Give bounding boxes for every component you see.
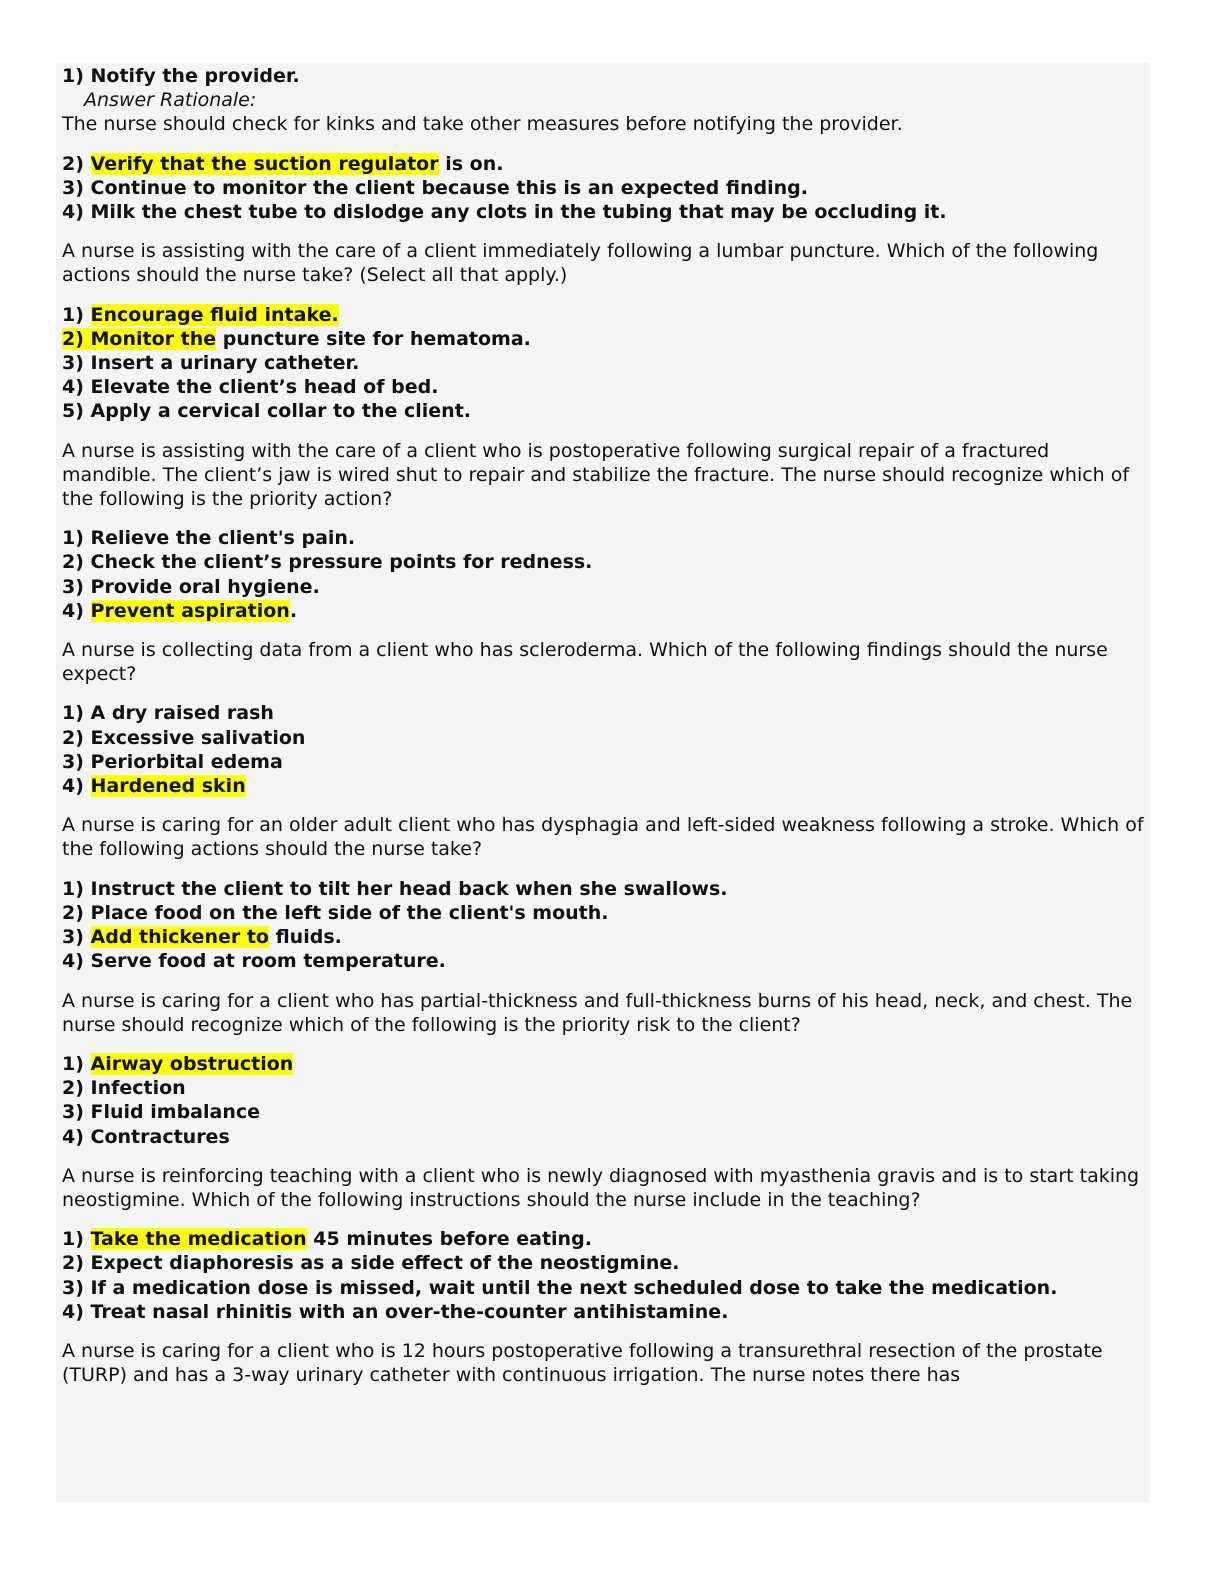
answer-option bbox=[62, 1251, 1148, 1275]
option-text: . bbox=[289, 599, 298, 622]
option-text: 3) Provide oral hygiene. bbox=[62, 575, 320, 598]
option-text: is on. bbox=[438, 152, 504, 175]
option-text: 1) Relieve the client's pain. bbox=[62, 527, 356, 550]
answer-option bbox=[62, 949, 1148, 973]
answer-option bbox=[62, 701, 1148, 725]
option-text: 3) If a medication dose is missed, wait until the next scheduled dose to take the medication. bbox=[62, 1276, 1058, 1299]
paragraph-gap bbox=[62, 1324, 1148, 1339]
answer-option bbox=[62, 1076, 1148, 1100]
highlighted-answer-text: Airway obstruction bbox=[90, 1052, 294, 1075]
document-content bbox=[62, 64, 1148, 1387]
highlighted-answer-text: Hardened skin bbox=[90, 775, 246, 798]
option-text: 1) Notify the provider. bbox=[62, 65, 300, 87]
answer-option bbox=[62, 575, 1148, 599]
highlighted-answer-text: Encourage fluid intake. bbox=[90, 303, 339, 326]
paragraph-gap bbox=[62, 1212, 1148, 1227]
option-text: 3) Fluid imbalance bbox=[62, 1101, 261, 1124]
option-text: fluids. bbox=[268, 926, 342, 949]
paragraph-gap bbox=[62, 686, 1148, 701]
question-stem: A nurse is reinforcing teaching with a client who is newly diagnosed with myasthenia gravis and is to start taking neostigmine. Which of the following instructions should the nurse include in the teaching? bbox=[62, 1164, 1140, 1211]
paragraph-gap bbox=[62, 511, 1148, 526]
option-text: 3) Insert a urinary catheter. bbox=[62, 352, 360, 375]
paragraph-gap bbox=[62, 1149, 1148, 1164]
option-text: 2) bbox=[62, 152, 91, 175]
option-text: 4) Treat nasal rhinitis with an over-the-counter antihistamine. bbox=[62, 1300, 729, 1323]
paragraph-gap bbox=[62, 862, 1148, 877]
highlighted-answer-text: Add thickener to bbox=[90, 926, 269, 949]
paragraph-gap bbox=[62, 288, 1148, 303]
option-text: 4) Contractures bbox=[62, 1125, 230, 1148]
answer-option bbox=[62, 1300, 1148, 1324]
question-stem: A nurse is collecting data from a client who has scleroderma. Which of the following findings should the nurse expect? bbox=[62, 639, 1108, 686]
highlighted-answer-text: Prevent aspiration bbox=[90, 599, 290, 622]
answer-option bbox=[62, 152, 1148, 176]
option-text: 1) bbox=[62, 1228, 91, 1251]
highlighted-answer-text: Verify that the suction regulator bbox=[90, 152, 439, 175]
answer-option bbox=[62, 303, 1148, 327]
answer-option bbox=[62, 925, 1148, 949]
answer-option bbox=[62, 901, 1148, 925]
paragraph-gap bbox=[62, 974, 1148, 989]
answer-option bbox=[62, 351, 1148, 375]
option-text: 1) Instruct the client to tilt her head back when she swallows. bbox=[62, 877, 728, 900]
option-text: 1) bbox=[62, 303, 91, 326]
answer-option bbox=[62, 774, 1148, 798]
option-text: 2) Check the client’s pressure points for redness. bbox=[62, 551, 593, 574]
option-text: 5) Apply a cervical collar to the client. bbox=[62, 400, 472, 423]
answer-option bbox=[62, 750, 1148, 774]
question-stem: A nurse is caring for a client who is 12 hours postoperative following a transurethral resection of the prostate (TURP) and has a 3-way urinary catheter with continuous irrigation. The nurse notes there has bbox=[62, 1339, 1103, 1387]
option-text: 2) Expect diaphoresis as a side effect of the neostigmine. bbox=[62, 1252, 680, 1275]
answer-option bbox=[62, 1227, 1148, 1251]
option-text: 1) A dry raised rash bbox=[62, 702, 274, 725]
answer-option bbox=[62, 200, 1148, 224]
highlighted-answer-text: 2) Monitor the bbox=[62, 327, 217, 350]
answer-option bbox=[62, 526, 1148, 550]
option-text: 3) Continue to monitor the client because this is an expected finding. bbox=[62, 176, 808, 199]
answer-option bbox=[62, 375, 1148, 399]
answer-option bbox=[62, 176, 1148, 200]
option-text: 3) Periorbital edema bbox=[62, 750, 283, 773]
answer-option bbox=[62, 1100, 1148, 1124]
paragraph-gap bbox=[62, 424, 1148, 439]
question-stem: A nurse is caring for an older adult client who has dysphagia and left-sided weakness following a stroke. Which of the following actions should the nurse take? bbox=[62, 814, 1144, 861]
answer-rationale-label: Answer Rationale: bbox=[84, 89, 257, 112]
answer-option bbox=[62, 327, 1148, 351]
option-text: 45 minutes before eating. bbox=[306, 1228, 592, 1251]
answer-option bbox=[62, 877, 1148, 901]
option-text: 4) Milk the chest tube to dislodge any clots in the tubing that may be occluding it. bbox=[62, 201, 947, 224]
question-stem: A nurse is caring for a client who has partial-thickness and full-thickness burns of his head, neck, and chest. The nurse should recognize which of the following is the priority risk to the client? bbox=[62, 989, 1133, 1036]
answer-option bbox=[62, 550, 1148, 574]
option-text: 4) Elevate the client’s head of bed. bbox=[62, 376, 439, 399]
option-text: 3) bbox=[62, 926, 91, 949]
option-text: 4) bbox=[62, 775, 91, 798]
answer-option bbox=[62, 64, 1148, 88]
answer-option bbox=[62, 399, 1148, 423]
answer-option bbox=[62, 726, 1148, 750]
question-stem: A nurse is assisting with the care of a client immediately following a lumbar puncture. Which of the following actions should the nurse take? (Select all that apply.) bbox=[62, 240, 1099, 287]
option-text: 2) Infection bbox=[62, 1077, 186, 1100]
highlighted-answer-text: Take the medication bbox=[90, 1228, 307, 1251]
option-text: puncture site for hematoma. bbox=[216, 327, 531, 350]
question-stem: A nurse is assisting with the care of a client who is postoperative following surgical repair of a fractured mandible. The client’s jaw is wired shut to repair and stabilize the fracture. The nurse should recognize which of the following is the priority action? bbox=[62, 439, 1130, 511]
option-text: 4) bbox=[62, 599, 91, 622]
paragraph-gap bbox=[62, 623, 1148, 638]
option-text: 2) Excessive salivation bbox=[62, 726, 306, 749]
answer-option bbox=[62, 1125, 1148, 1149]
option-text: 2) Place food on the left side of the client's mouth. bbox=[62, 901, 609, 924]
answer-option bbox=[62, 599, 1148, 623]
paragraph-gap bbox=[62, 137, 1148, 152]
paragraph-gap bbox=[62, 1037, 1148, 1052]
answer-option bbox=[62, 1052, 1148, 1076]
option-text: 1) bbox=[62, 1052, 91, 1075]
answer-option bbox=[62, 1276, 1148, 1300]
paragraph-gap bbox=[62, 224, 1148, 239]
rationale-text: The nurse should check for kinks and take other measures before notifying the provider. bbox=[62, 113, 903, 136]
option-text: 4) Serve food at room temperature. bbox=[62, 950, 446, 973]
paragraph-gap bbox=[62, 798, 1148, 813]
